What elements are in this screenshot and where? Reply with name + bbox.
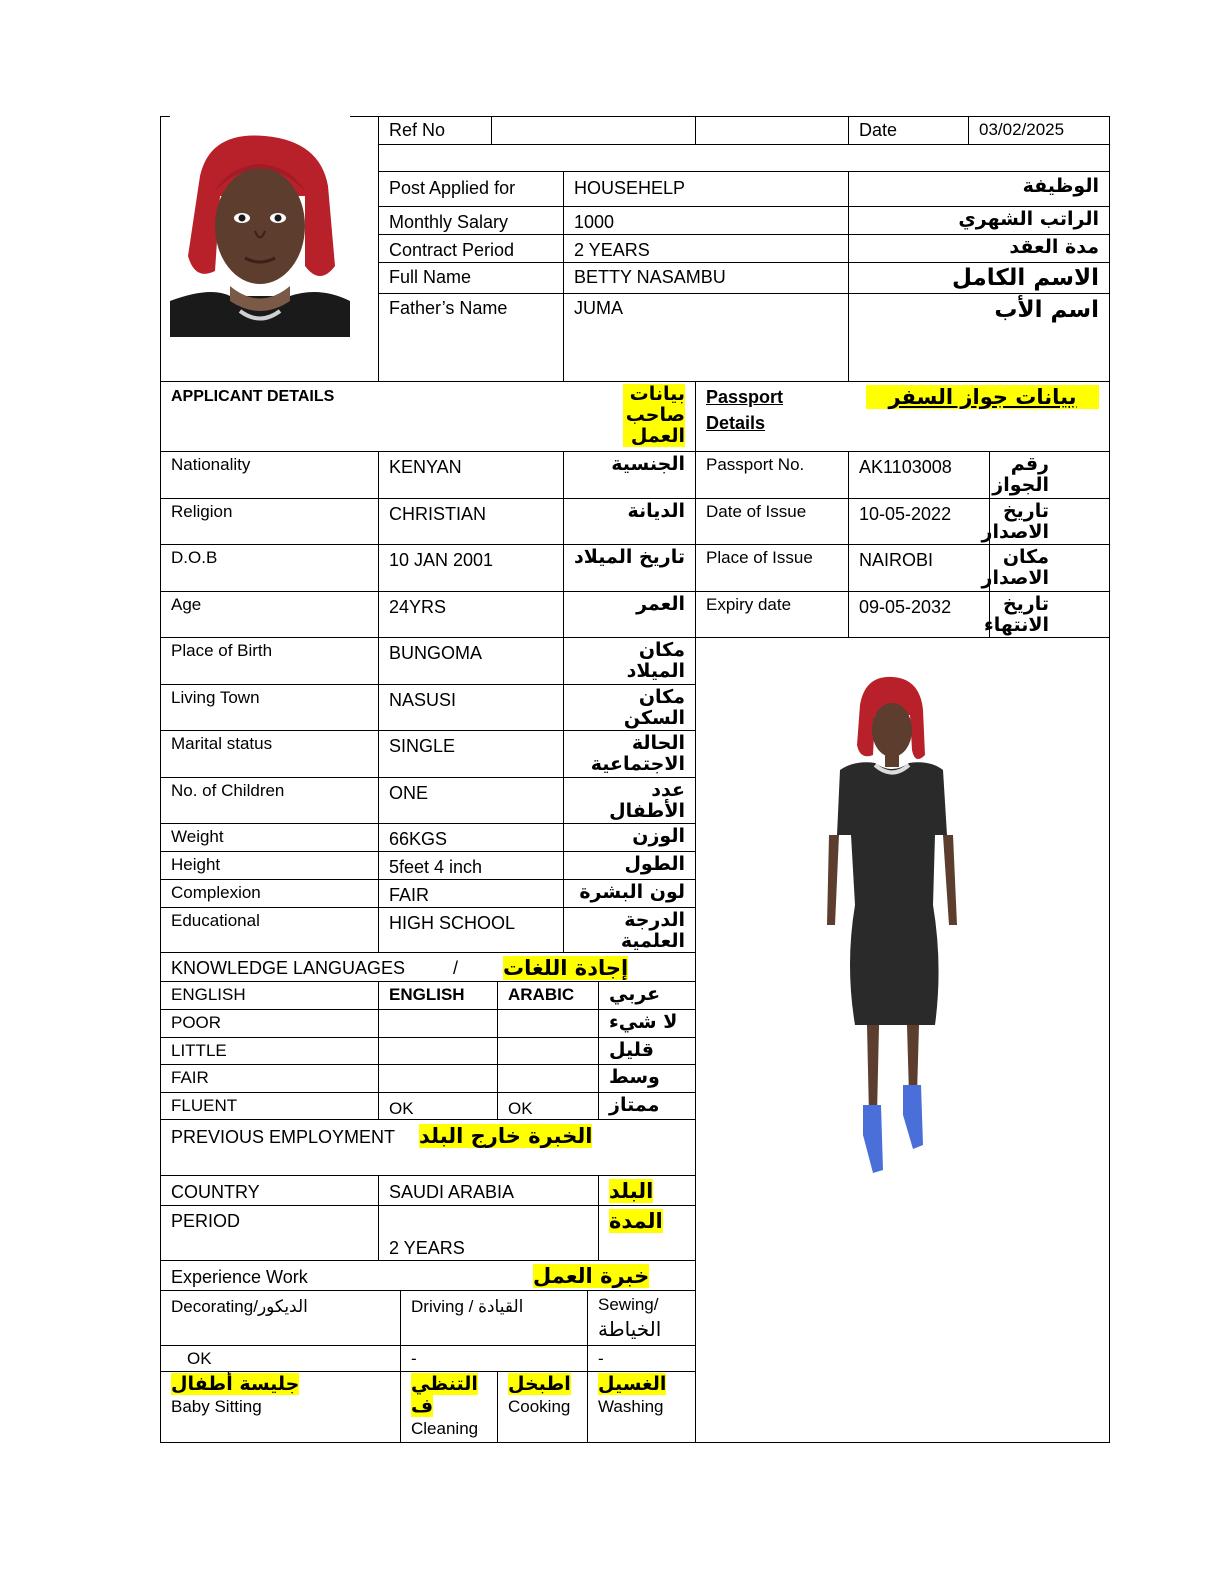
cleaning-ar-1: التنظي (411, 1373, 478, 1395)
lang-arabic-value (497, 1009, 599, 1038)
languages-title: KNOWLEDGE LANGUAGES (171, 958, 406, 978)
date-value: 03/02/2025 (968, 116, 1110, 145)
applicant-field-value: HIGH SCHOOL (378, 907, 564, 953)
applicant-field-ar: العمر (563, 591, 696, 638)
applicant-field-label: Complexion (160, 879, 379, 908)
passport-field-value: NAIROBI (848, 544, 990, 592)
applicant-field-value: 66KGS (378, 823, 564, 852)
languages-header (160, 952, 696, 982)
father-label: Father’s Name (378, 293, 564, 382)
passport-field-value: 09-05-2032 (848, 591, 990, 638)
lang-level-label: LITTLE (160, 1037, 379, 1065)
applicant-field-ar: الديانة (563, 498, 696, 545)
ref-blank-cell (695, 116, 849, 145)
experience-title-ar: خبرة العمل (533, 1264, 650, 1288)
applicant-field-label: Living Town (160, 684, 379, 731)
lang-arabic-value (497, 1037, 599, 1065)
father-ar: اسم الأب (848, 293, 1110, 382)
contract-value: 2 YEARS (563, 234, 849, 263)
applicant-field-label: Marital status (160, 730, 379, 778)
decorating-value: OK (160, 1345, 401, 1372)
applicant-field-label: Place of Birth (160, 637, 379, 685)
lang-level-label: FLUENT (160, 1092, 379, 1120)
applicant-field-ar: الدرجة العلمية (563, 907, 696, 953)
applicant-field-label: Religion (160, 498, 379, 545)
driving-label: Driving / القيادة (400, 1290, 588, 1346)
decorating-label: Decorating/الديكور (160, 1290, 401, 1346)
passport-details-header (695, 381, 1110, 452)
fullname-label: Full Name (378, 262, 564, 294)
sewing-label-ar: الخياطة (598, 1317, 662, 1341)
applicant-field-label: Educational (160, 907, 379, 953)
applicant-field-value: BUNGOMA (378, 637, 564, 685)
applicant-field-ar: تاريخ الميلاد (563, 544, 696, 592)
applicant-details-title: APPLICANT DETAILS (171, 388, 335, 405)
applicant-field-label: Nationality (160, 451, 379, 499)
passport-field-label: Expiry date (695, 591, 849, 638)
applicant-field-value: FAIR (378, 879, 564, 908)
date-label: Date (848, 116, 969, 145)
lang-english-value: OK (378, 1092, 498, 1120)
post-label: Post Applied for (378, 171, 564, 207)
lang-english-value (378, 1037, 498, 1065)
father-value: JUMA (563, 293, 849, 382)
applicant-details-title-ar: بيانات صاحب العمل (623, 384, 685, 447)
country-ar-cell (598, 1175, 696, 1206)
sewing-cell (587, 1290, 696, 1346)
passport-field-ar: تاريخ الاصدار (989, 498, 1110, 545)
contract-ar: مدة العقد (848, 234, 1110, 263)
applicant-field-ar: عدد الأطفال (563, 777, 696, 824)
applicant-field-value: NASUSI (378, 684, 564, 731)
salary-label: Monthly Salary (378, 206, 564, 235)
lang-level-ar: وسط (598, 1064, 696, 1093)
employment-title-ar: الخبرة خارج البلد (419, 1124, 593, 1148)
applicant-field-value: ONE (378, 777, 564, 824)
passport-field-label: Place of Issue (695, 544, 849, 592)
washing-cell (587, 1371, 696, 1443)
employment-header (160, 1119, 696, 1176)
passport-field-label: Date of Issue (695, 498, 849, 545)
applicant-details-header (160, 381, 696, 452)
lang-arabic-value (497, 1064, 599, 1093)
languages-separator: / (453, 958, 459, 978)
passport-details-title-ar: بيانات جواز السفر (866, 385, 1099, 409)
country-ar: البلد (609, 1179, 654, 1203)
passport-field-ar: رقم الجواز (989, 451, 1110, 499)
applicant-field-value: KENYAN (378, 451, 564, 499)
country-value: SAUDI ARABIA (378, 1175, 599, 1206)
contract-label: Contract Period (378, 234, 564, 263)
lang-level-ar: لا شيء (598, 1009, 696, 1038)
salary-ar: الراتب الشهري (848, 206, 1110, 235)
applicant-field-label: D.O.B (160, 544, 379, 592)
passport-field-value: AK1103008 (848, 451, 990, 499)
applicant-field-ar: لون البشرة (563, 879, 696, 908)
lang-header-ar: عربي (598, 981, 696, 1010)
applicant-full-body-photo (815, 675, 965, 1175)
sewing-label-en: Sewing/ (598, 1295, 659, 1314)
passport-field-value: 10-05-2022 (848, 498, 990, 545)
cleaning-cell (400, 1371, 498, 1443)
driving-value: - (400, 1345, 588, 1372)
lang-level-ar: ممتاز (598, 1092, 696, 1120)
lang-level-label: FAIR (160, 1064, 379, 1093)
applicant-field-ar: مكان الميلاد (563, 637, 696, 685)
applicant-field-ar: الطول (563, 851, 696, 880)
post-value: HOUSEHELP (563, 171, 849, 207)
lang-arabic-value: OK (497, 1092, 599, 1120)
cooking-ar: اطبخل (508, 1373, 571, 1395)
cooking-cell (497, 1371, 588, 1443)
passport-field-label: Passport No. (695, 451, 849, 499)
ref-no-value (491, 116, 696, 145)
applicant-field-value: 5feet 4 inch (378, 851, 564, 880)
applicant-field-value: SINGLE (378, 730, 564, 778)
passport-details-title: Passport Details (706, 387, 784, 433)
applicant-field-ar: الوزن (563, 823, 696, 852)
period-ar-cell (598, 1205, 696, 1261)
passport-field-ar: مكان الاصدار (989, 544, 1110, 592)
lang-level-label: POOR (160, 1009, 379, 1038)
ref-no-label: Ref No (378, 116, 492, 145)
experience-header (160, 1260, 696, 1291)
fullname-value: BETTY NASAMBU (563, 262, 849, 294)
cleaning-ar-2: ف (411, 1395, 434, 1417)
lang-level-ar: قليل (598, 1037, 696, 1065)
salary-value: 1000 (563, 206, 849, 235)
fullname-ar: الاسم الكامل (848, 262, 1110, 294)
washing-en: Washing (598, 1397, 664, 1416)
applicant-field-ar: الجنسية (563, 451, 696, 499)
applicant-field-label: Age (160, 591, 379, 638)
experience-title: Experience Work (171, 1267, 308, 1287)
lang-english-value (378, 1064, 498, 1093)
baby-sitting-en: Baby Sitting (171, 1397, 262, 1416)
applicant-field-ar: الحالة الاجتماعية (563, 730, 696, 778)
baby-sitting-cell (160, 1371, 401, 1443)
cooking-en: Cooking (508, 1397, 571, 1416)
period-value: 2 YEARS (378, 1205, 599, 1261)
lang-header-english: ENGLISH (378, 981, 498, 1010)
applicant-field-value: 10 JAN 2001 (378, 544, 564, 592)
lang-header-level: ENGLISH (160, 981, 379, 1010)
period-ar: المدة (609, 1209, 663, 1233)
post-ar: الوظيفة (848, 171, 1110, 207)
applicant-field-ar: مكان السكن (563, 684, 696, 731)
country-label: COUNTRY (160, 1175, 379, 1206)
spacer-row (378, 144, 1110, 172)
employment-title: PREVIOUS EMPLOYMENT (171, 1127, 396, 1147)
washing-ar: الغسيل (598, 1373, 667, 1395)
period-label: PERIOD (160, 1205, 379, 1261)
applicant-field-label: No. of Children (160, 777, 379, 824)
cleaning-en: Cleaning (411, 1419, 479, 1438)
lang-header-arabic: ARABIC (497, 981, 599, 1010)
applicant-field-value: CHRISTIAN (378, 498, 564, 545)
applicant-field-value: 24YRS (378, 591, 564, 638)
applicant-field-label: Weight (160, 823, 379, 852)
applicant-portrait-photo (170, 136, 350, 337)
passport-field-ar: تاريخ الانتهاء (989, 591, 1110, 638)
languages-title-ar: إجادة اللغات (503, 956, 629, 980)
applicant-field-label: Height (160, 851, 379, 880)
lang-english-value (378, 1009, 498, 1038)
baby-sitting-ar: جليسة أطفال (171, 1373, 300, 1395)
sewing-value: - (587, 1345, 696, 1372)
